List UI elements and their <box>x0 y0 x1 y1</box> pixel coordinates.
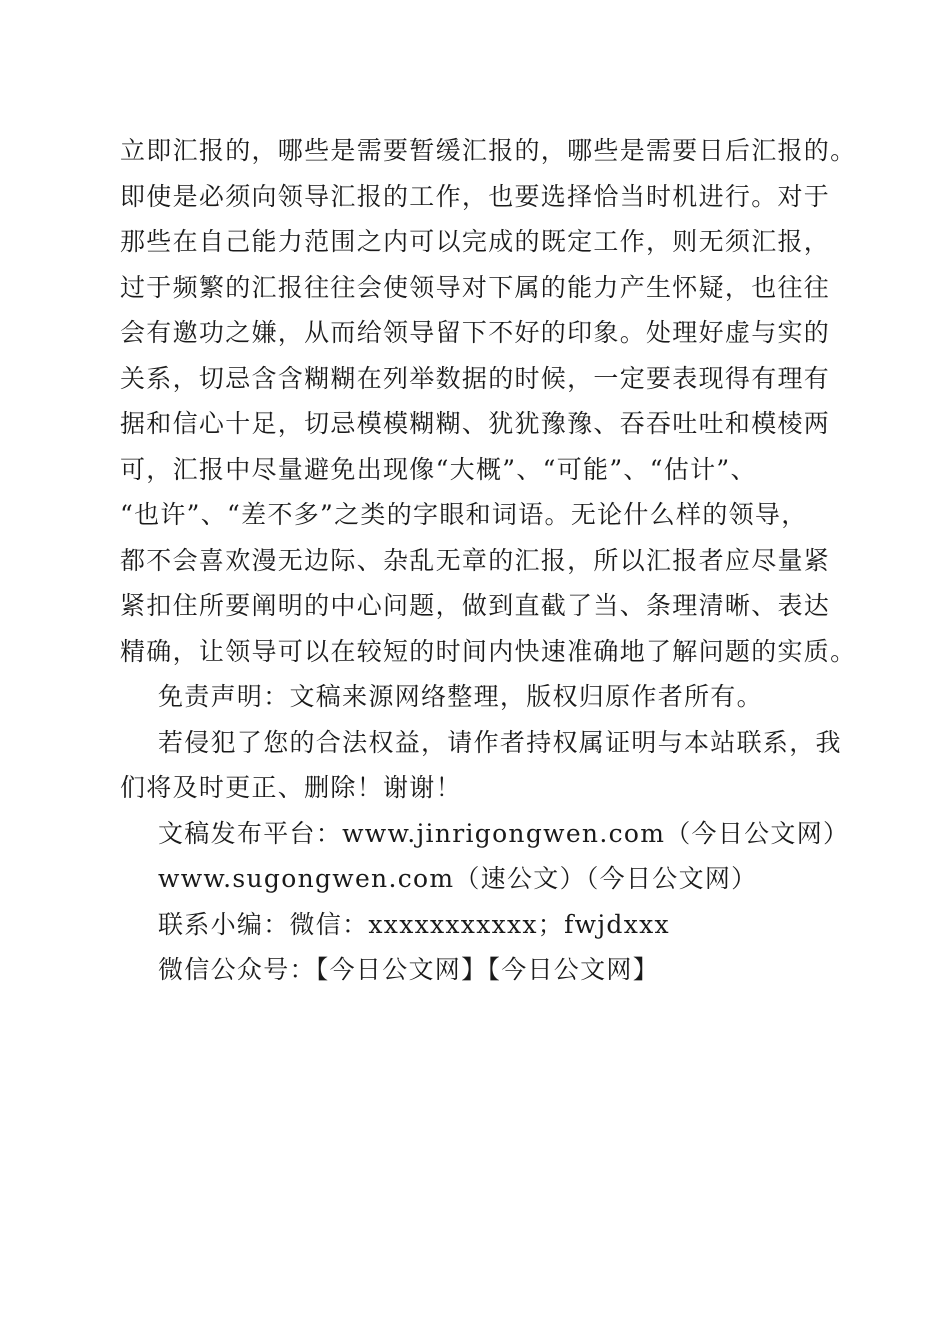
editor-contact: 联系小编：微信：xxxxxxxxxxx；fwjdxxx <box>158 909 670 939</box>
document-content <box>120 128 857 993</box>
body-line: 会有邀功之嫌，从而给领导留下不好的印象。处理好虚与实的 <box>120 318 831 347</box>
body-line: 据和信心十足，切忌模模糊糊、犹犹豫豫、吞吞吐吐和模棱两 <box>120 409 831 438</box>
infringement-notice-continued: 们将及时更正、删除！谢谢！ <box>120 773 462 802</box>
publishing-platform: 文稿发布平台：www.jinrigongwen.com（今日公文网） <box>158 818 850 848</box>
secondary-site: www.sugongwen.com（速公文）（今日公文网） <box>158 864 758 893</box>
wechat-official-account: 微信公众号：【今日公文网】【今日公文网】 <box>158 955 660 984</box>
body-line: “也许”、“差不多”之类的字眼和词语。无论什么样的领导， <box>120 500 808 529</box>
body-line: 都不会喜欢漫无边际、杂乱无章的汇报，所以汇报者应尽量紧 <box>120 545 831 575</box>
body-line: 可，汇报中尽量避免出现像“大概”、“可能”、“估计”、 <box>120 454 757 484</box>
body-line: 那些在自己能力范围之内可以完成的既定工作，则无须汇报， <box>120 227 831 256</box>
body-line: 过于频繁的汇报往往会使领导对下属的能力产生怀疑，也往往 <box>120 272 831 302</box>
infringement-notice: 若侵犯了您的合法权益，请作者持权属证明与本站联系，我 <box>158 727 842 757</box>
disclaimer-text: 免责声明：文稿来源网络整理，版权归原作者所有。 <box>158 682 763 711</box>
body-line: 关系，切忌含含糊糊在列举数据的时候，一定要表现得有理有 <box>120 363 831 393</box>
body-line: 立即汇报的，哪些是需要暂缓汇报的，哪些是需要日后汇报的。 <box>120 136 857 165</box>
body-line: 紧扣住所要阐明的中心问题，做到直截了当、条理清晰、表达 <box>120 591 831 620</box>
body-line: 即使是必须向领导汇报的工作，也要选择恰当时机进行。对于 <box>120 181 831 211</box>
body-line: 精确，让领导可以在较短的时间内快速准确地了解问题的实质。 <box>120 636 857 666</box>
